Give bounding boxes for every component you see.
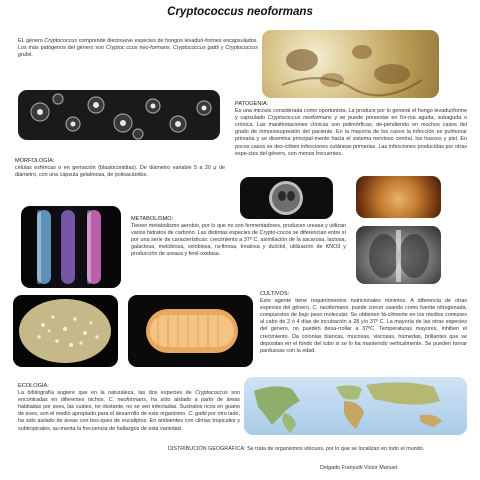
ct-brain-scan-drawing [240, 177, 333, 219]
patogenia-text-1: Es una micosis considerada como oportunista. La produce por lo general el hongo levaduriforme y capsulado [235, 108, 467, 122]
chest-xray-drawing [356, 226, 441, 284]
morfologia-section [15, 158, 225, 179]
world-map-image [244, 377, 467, 435]
morfologia-text: células esféricas o en gemación (blastoconidias). De diámetro variable 5 a 20 μ de diámetro, con una cápsula gelatinosa, de polisacáridos. [15, 165, 225, 179]
distribucion-text: Se trata de organismos ubicuos, por lo que se localizan en todo el mundo. [245, 446, 425, 452]
ecologia-text-1: La bibliografía sugiere que en la naturaleza, las dos especies de [18, 390, 196, 397]
culture-tube-image [128, 295, 253, 367]
intro-text-4: . [31, 52, 33, 59]
culture-tube-drawing [128, 295, 253, 367]
test-tubes-drawing [21, 206, 121, 288]
ecologia-text-2: son encontradas en diferentes nichos. [18, 390, 240, 404]
intro-text-2: comprende diecinueve especies de hongos levaduri-formes encapsulados. Los más patógenos del género son [18, 38, 258, 52]
distribucion-heading: DISTRIBUCIÓN GEOGRÁFICA: [168, 446, 246, 452]
intro-text-3: y [218, 45, 226, 52]
patogenia-species: Cryptococcus neoformans [267, 115, 332, 122]
patogenia-text-2: y se puede presentar en for-ma aguda, subaguda o crónica. Las manifestaciones clínicas son polimórficas, de-pendiendo en muchos casos del grado de inmunosupresión del paciente. En la mayoría de los casos la infección es pulmonar primaria y se disemina principal-mente hacia el sistema nervioso central, los huesos y piel. En pocos casos se des-criben infecciones cutáneas primarias. Las infecciones producidas por otras espe-cies del género, son menos frecuentes. [235, 115, 468, 157]
test-tubes-image [21, 206, 121, 288]
ecologia-genus: Cryptococcus [195, 390, 228, 397]
microscopy-cells-image [18, 90, 220, 140]
colony-culture-image [262, 30, 439, 98]
author-name: Delgado Franyutti Victor Manuel. [320, 465, 399, 471]
intro-species: Cryptoc ccus neo-formans, Cryptococcus gattii [105, 45, 219, 52]
cultivos-species: C. neoformans [312, 305, 349, 312]
cultivos-text-1: Este agente tiene requerimientos nutricionales mínimos. A diferencia de otras especies del género, [260, 298, 467, 312]
ecologia-text-3: , ha sido aislado a partir de áreas habitadas por aves, las cuales, no obstante, no se ven infectadas. Sustratos ricos en guano de aves, son el medio apropiado para el desarrollo de este organismo. [18, 397, 240, 418]
chest-xray-image [356, 226, 441, 284]
metabolismo-heading: METABOLISMO: [131, 216, 174, 222]
ct-brain-scan-image [240, 177, 333, 219]
colony-culture-drawing [262, 30, 439, 98]
world-map-drawing [244, 377, 467, 435]
skin-lesion-image [356, 176, 441, 218]
distribucion-section [168, 446, 468, 453]
cultivos-heading: CULTIVOS: [260, 291, 290, 297]
poster-title: Cryptococcus neoformans [167, 6, 313, 18]
petri-dish-image [13, 295, 118, 367]
intro-paragraph [18, 38, 258, 59]
petri-dish-drawing [13, 295, 118, 367]
ecologia-species: C. neoformans [108, 397, 146, 404]
ecologia-species-2: C. gattii [188, 411, 207, 418]
morfologia-heading: MORFOLOGÍA: [15, 158, 55, 164]
metabolismo-section [131, 216, 346, 259]
cultivos-section [260, 291, 467, 355]
intro-text-1: EL género [18, 38, 45, 44]
patogenia-heading: PATOGENIA: [235, 101, 269, 107]
microscopy-cells-drawing [18, 90, 220, 140]
ecologia-section [18, 383, 240, 433]
ecologia-heading: ECOLOGÍA: [18, 383, 49, 389]
intro-genus: Cryptococcus [44, 38, 78, 44]
metabolismo-text: Tienen metabolismo aerobio, por lo que no son fermentadores, producen ureasa y utilizan varios hidratos de carbono. Las distintas especies de Crypto-cocos se diferencian entre sí por una serie de características: crecimiento a 37º C, asimilación de la sacarosa, lactosa, galactosa, melobiosa, celobiosa, ra-finosa, trealosa y dulcitol, utilización de KNO3 y producción de ureasa y fenil-oxidasa. [131, 223, 346, 258]
cultivos-text-2: , puede crecer usando como fuente nitrogenada, compuestos de bajo peso molecular. Se obtienen fá-cilmente en los medios comunes al cabo de 2 ó 4 días de incubación a 28 y/o 37º C. La mayoría de las otras especies del género, no pueden desa-rrollar a 37ºC. Temperaturas mayores, inhiben el crecimiento. Da colonias blancas, mucosas, viscosas, húmedas, brillantes que se depositan en el fondo del tubo si se lo ha mantenido verticalmente. Se pueden tornar parduscas con la edad. [260, 305, 468, 354]
patogenia-section [235, 101, 467, 158]
intro-species-2: Cryptococcus grubii [18, 45, 258, 59]
ecologia-text-4: por otro lado, ha sido aislado de áreas con bos-ques de eucaliptos. En ambientes con climas tropicales y subtropicales, au-menta la frecuencia de hallazgos de esta variedad. [18, 411, 240, 432]
